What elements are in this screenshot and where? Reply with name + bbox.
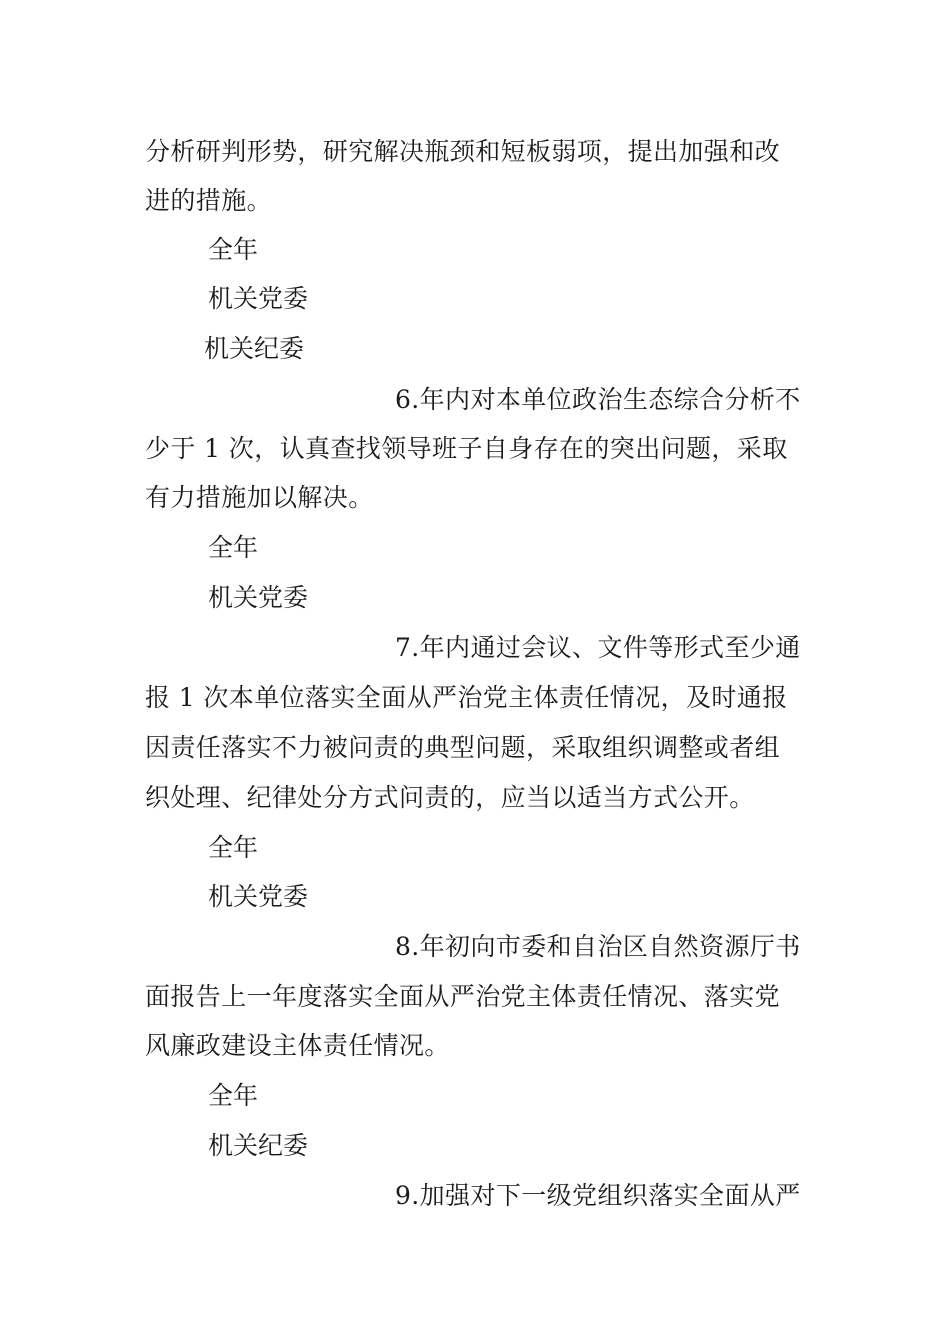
responsible-unit: 机关党委 xyxy=(208,583,309,612)
paragraph-line: 风廉政建设主体责任情况。 xyxy=(145,1031,450,1060)
time-label: 全年 xyxy=(208,533,259,562)
paragraph-line: 织处理、纪律处分方式问责的，应当以适当方式公开。 xyxy=(145,783,755,812)
item-heading-line: 7.年内通过会议、文件等形式至少通 xyxy=(395,633,801,662)
time-label: 全年 xyxy=(208,235,259,264)
paragraph-line: 有力措施加以解决。 xyxy=(145,483,374,512)
responsible-unit: 机关纪委 xyxy=(208,1131,309,1160)
item-heading-line: 8.年初向市委和自治区自然资源厅书 xyxy=(395,932,801,961)
time-label: 全年 xyxy=(208,833,259,862)
responsible-unit: 机关党委 xyxy=(208,882,309,911)
paragraph-line: 报 1 次本单位落实全面从严治党主体责任情况，及时通报 xyxy=(145,683,788,712)
paragraph-line: 因责任落实不力被问责的典型问题，采取组织调整或者组 xyxy=(145,733,781,762)
item-heading-line: 9.加强对下一级党组织落实全面从严 xyxy=(395,1181,801,1210)
paragraph-line: 进的措施。 xyxy=(145,186,273,215)
paragraph-line: 面报告上一年度落实全面从严治党主体责任情况、落实党 xyxy=(145,982,781,1011)
responsible-unit: 机关纪委 xyxy=(204,334,305,363)
paragraph-line: 少于 1 次，认真查找领导班子自身存在的突出问题，采取 xyxy=(145,434,788,463)
time-label: 全年 xyxy=(208,1081,259,1110)
responsible-unit: 机关党委 xyxy=(208,284,309,313)
item-heading-line: 6.年内对本单位政治生态综合分析不 xyxy=(395,385,801,414)
paragraph-line: 分析研判形势，研究解决瓶颈和短板弱项，提出加强和改 xyxy=(145,137,781,166)
